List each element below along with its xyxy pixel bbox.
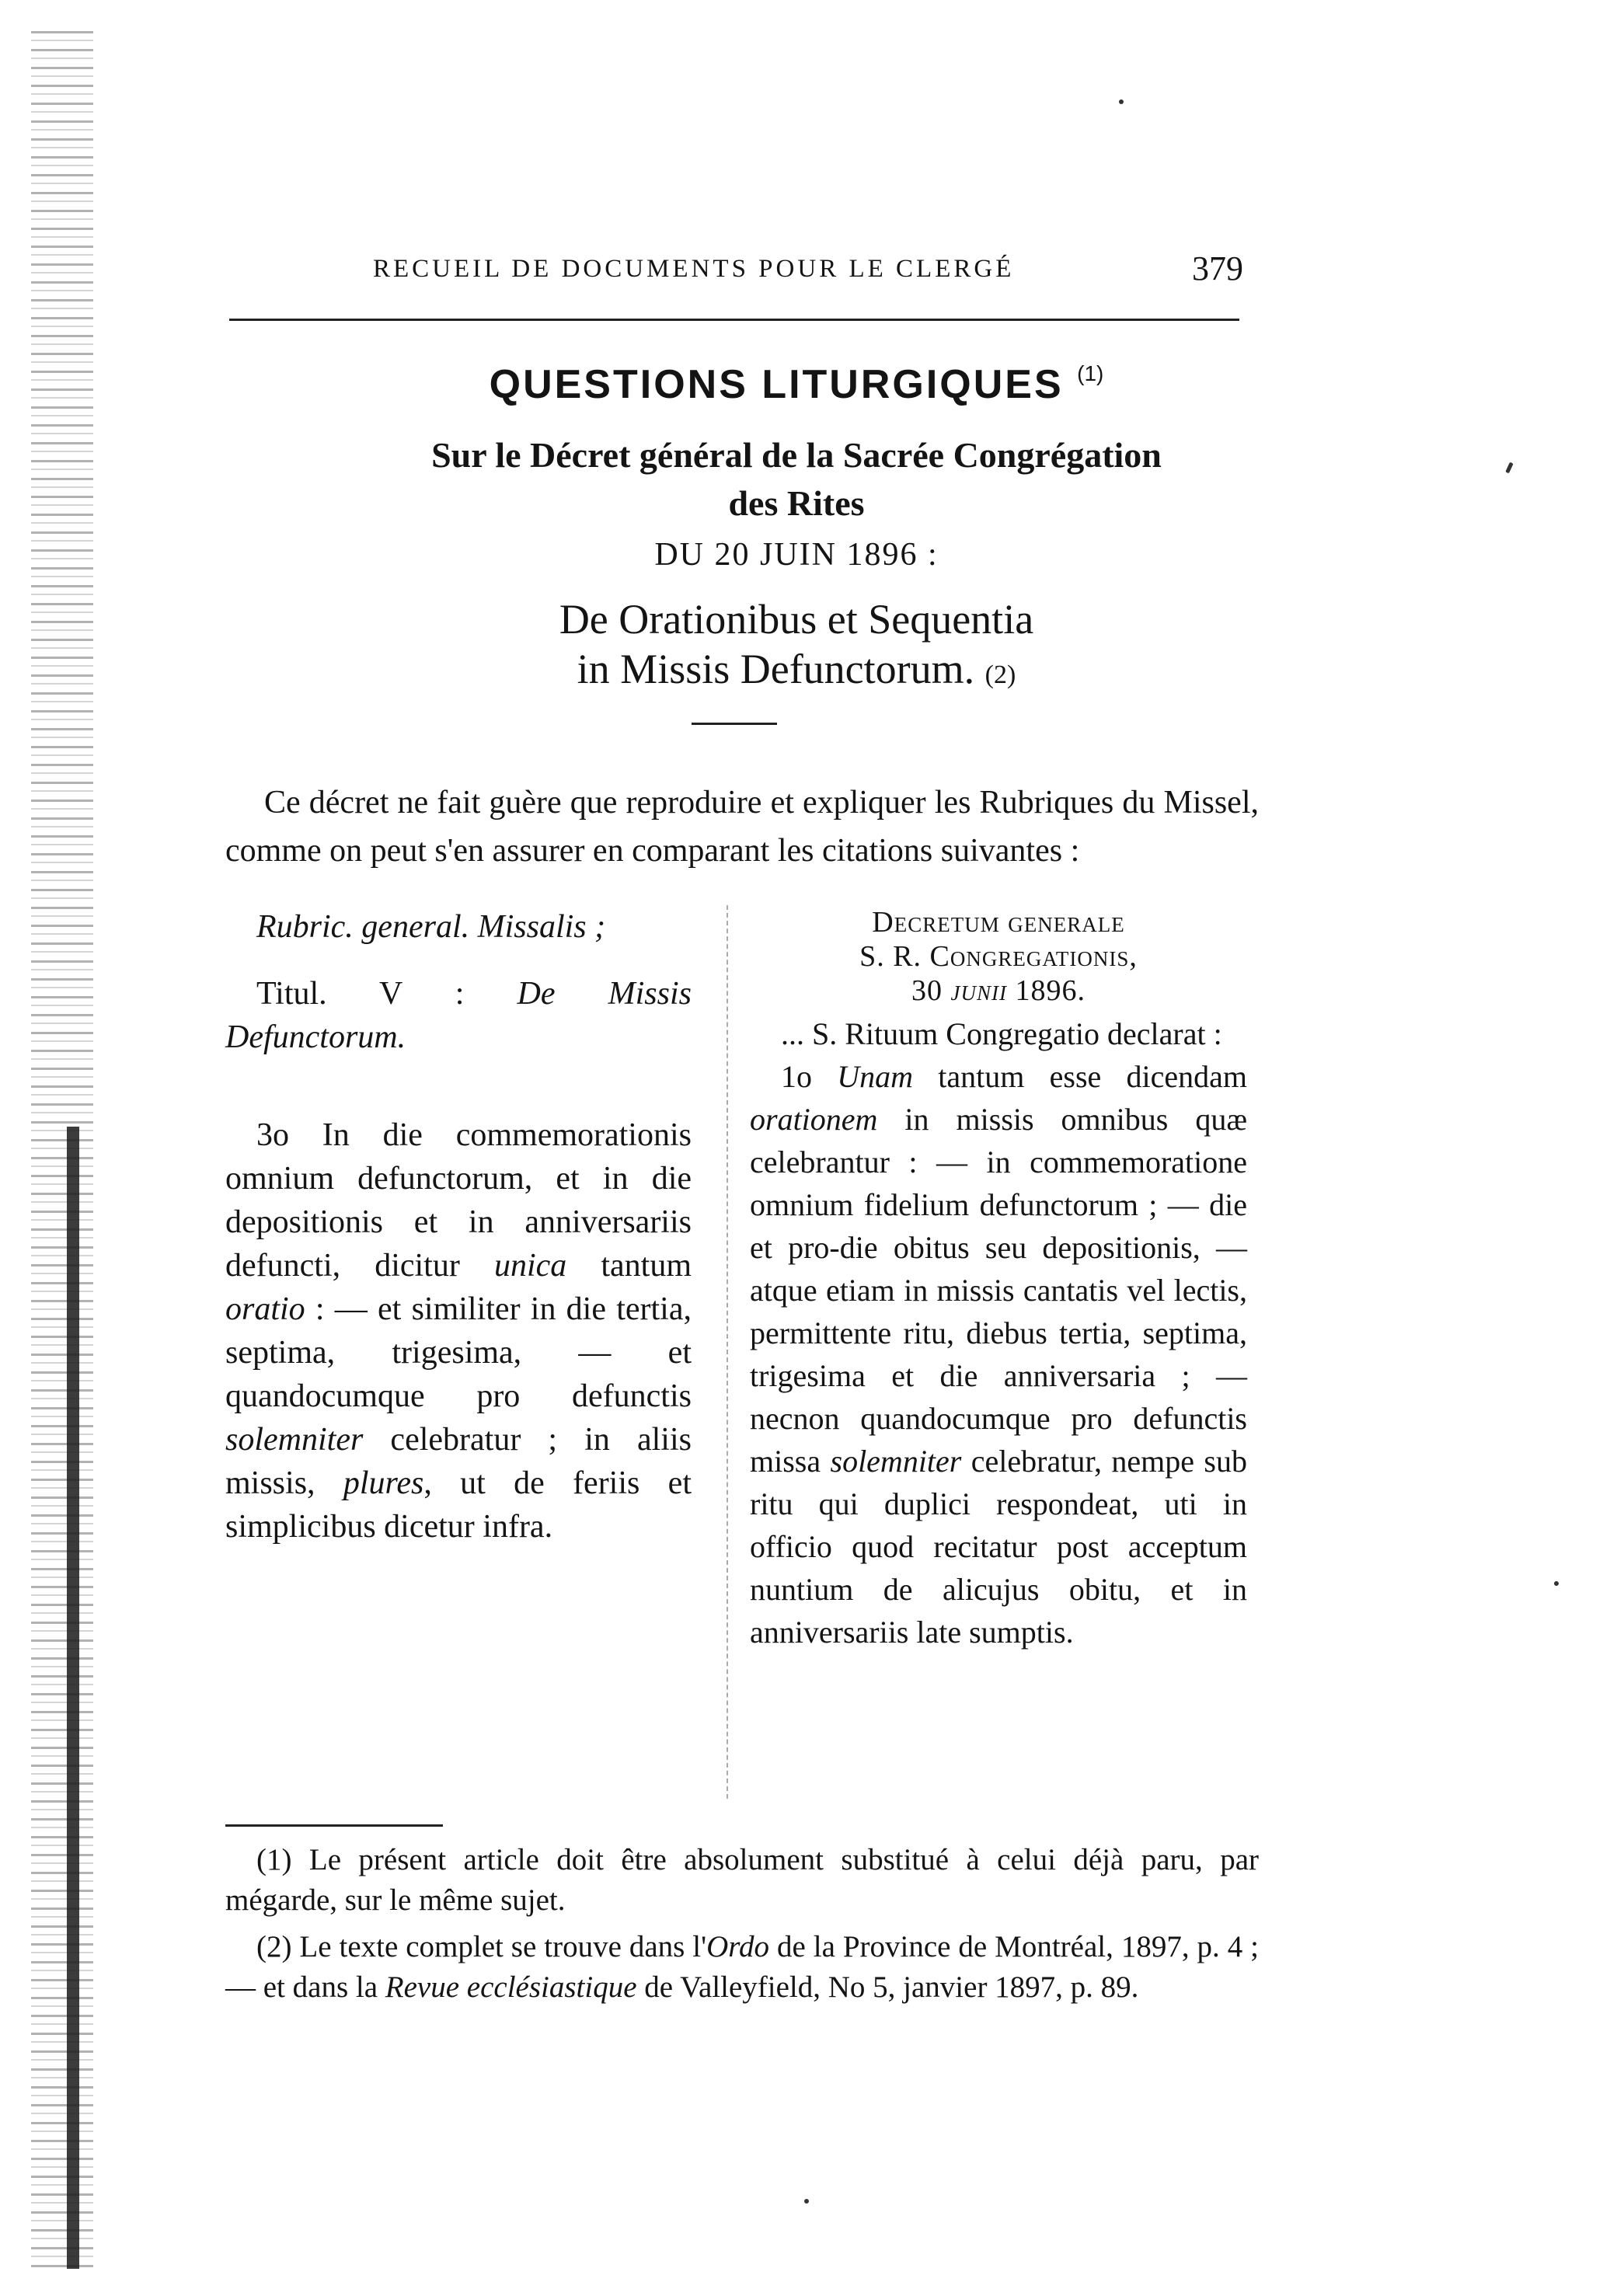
running-head xyxy=(373,249,1243,295)
scan-speck xyxy=(1505,462,1513,474)
rubric-text xyxy=(225,1113,692,1549)
rubric-text-oratio: oratio xyxy=(225,1291,305,1327)
decree-year: 1896. xyxy=(1015,974,1086,1007)
column-divider xyxy=(727,905,728,1799)
decree-column xyxy=(750,905,1247,1653)
titulus-name: De Missis Defunctorum. xyxy=(225,976,692,1055)
page-number: 379 xyxy=(1192,249,1243,287)
decree-month: junii xyxy=(950,974,1007,1007)
section-rule xyxy=(692,723,777,725)
footnote-2-revue: Revue ecclésiastique xyxy=(385,1970,637,2004)
subtitle-line-2: des Rites xyxy=(728,483,865,523)
rubric-text-part-2: tantum xyxy=(566,1248,692,1284)
decree-heading-line-2: S. R. Congregationis, xyxy=(859,940,1138,973)
latin-footnote-ref: (2) xyxy=(984,660,1016,689)
latin-title xyxy=(155,594,1437,700)
latin-title-line-2 xyxy=(155,644,1437,700)
intro-paragraph: Ce décret ne fait guère que reproduire et expliquer les Rubriques du Missel, comme on peut s'en assurer en comparant les citations suivantes : xyxy=(225,785,1259,869)
latin-title-line-2-text: in Missis Defunctorum. xyxy=(577,646,975,692)
footnote-2-part-2: de la Province de Montréal, 1897, p. 4 ; — et dans la xyxy=(225,1930,1259,2004)
footnote-2-part-3: de Valleyfield, No 5, janvier 1897, p. 89. xyxy=(636,1970,1139,2004)
footnotes xyxy=(225,1840,1259,2014)
article-subtitle xyxy=(155,431,1437,528)
rubrics-column xyxy=(225,905,692,1549)
rubric-text-part-4: celebratur ; in aliis missis, xyxy=(225,1422,692,1501)
decree-point-solemniter: solemniter xyxy=(830,1444,962,1479)
article-title xyxy=(155,361,1437,408)
rubric-reference: Rubric. general. Missalis ; xyxy=(256,909,606,945)
scan-speck xyxy=(1119,99,1124,104)
header-rule xyxy=(229,319,1239,321)
decree-point-unam: Unam xyxy=(837,1059,914,1094)
rubric-text-part-1: 3o In die commemorationis omnium defunctorum, et in die depositionis et in anniversariis defuncti, dicitur xyxy=(225,1117,692,1284)
scan-speck xyxy=(1554,1581,1559,1586)
decree-lead: ... S. Rituum Congregatio declarat : xyxy=(781,1016,1222,1051)
latin-title-line-1: De Orationibus et Sequentia xyxy=(559,596,1034,643)
decree-heading-line-3 xyxy=(750,974,1247,1008)
scan-speck xyxy=(804,2199,809,2204)
decree-point-part-3: in missis omnibus quæ celebrantur : — in commemoratione omnium fidelium defunctorum ; — die et pro-die obitus seu depositionis, — atque etiam in missis cantatis vel lectis, permittente ritu, diebus tertia, septima, trigesima et die anniversaria ; — necnon quandocumque pro defunctis missa xyxy=(750,1102,1247,1479)
footnote-1: (1) Le présent article doit être absolument substitué à celui déjà paru, par mégarde, sur le même sujet. xyxy=(225,1843,1259,1917)
rubric-text-solemniter: solemniter xyxy=(225,1422,364,1458)
decree-point-part-2: tantum esse dicendam xyxy=(913,1059,1247,1094)
decree-point-orationem: orationem xyxy=(750,1102,878,1137)
footnote-2-ordo: Ordo xyxy=(706,1930,770,1963)
decree-point-part-1: 1o xyxy=(781,1059,838,1094)
rubric-text-plures: plures xyxy=(343,1465,424,1501)
titulus-reference xyxy=(225,972,692,1059)
decree-point-part-4: celebratur, nempe sub ritu qui duplici respondeat, uti in officio quod recitatur post acceptum nuntium de alicujus obitu, et in anniversariis late sumptis. xyxy=(750,1444,1247,1650)
rubric-text-part-5: , ut de feriis et simplicibus dicetur infra. xyxy=(225,1465,692,1545)
decree-heading xyxy=(750,905,1247,1008)
article-title-text: QUESTIONS LITURGIQUES xyxy=(489,362,1064,407)
decree-day: 30 xyxy=(911,974,943,1007)
title-footnote-ref: (1) xyxy=(1077,361,1104,385)
rubric-text-part-3: : — et similiter in die tertia, septima, trigesima, — et quandocumque pro defunctis xyxy=(225,1291,692,1414)
titulus-prefix: Titul. V : xyxy=(256,976,465,1012)
footnote-rule xyxy=(225,1824,443,1827)
decree-point-1 xyxy=(750,1055,1247,1653)
rubric-text-unica: unica xyxy=(493,1248,567,1284)
footnote-2-part-1: (2) Le texte complet se trouve dans l' xyxy=(256,1930,707,1963)
footnote-2 xyxy=(225,1927,1259,2008)
decree-date: DU 20 JUIN 1896 : xyxy=(654,537,939,573)
running-head-title: RECUEIL DE DOCUMENTS POUR LE CLERGÉ xyxy=(373,255,1015,283)
subtitle-line-1: Sur le Décret général de la Sacrée Congrégation xyxy=(431,435,1162,475)
decree-heading-line-1: Decretum generale xyxy=(872,906,1125,939)
